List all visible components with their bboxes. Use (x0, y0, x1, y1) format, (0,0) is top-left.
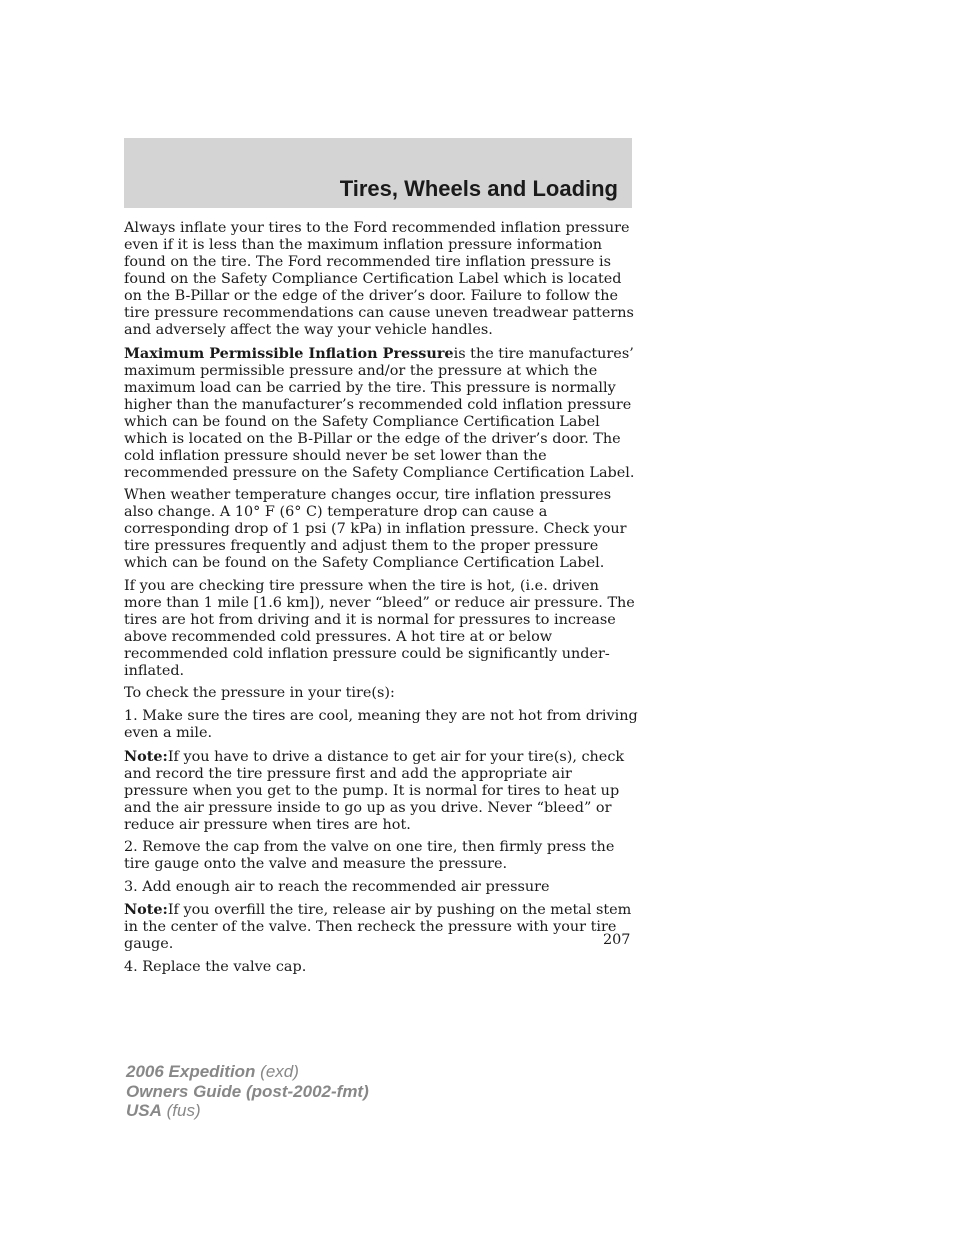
step-3: 3. Add enough air to reach the recommended air pressure (124, 878, 550, 895)
footer-guide-format: Owners Guide (post-2002-fmt) (126, 1081, 369, 1101)
paragraph-inflation-recommendation: Always inflate your tires to the Ford recommended inflation pressure even if it is less than the maximum inflation pressure information found on the tire. The Ford recommended tire inflation pressure is found on the Safety Compliance Certification Label which is located on the B-Pillar or the edge of the driver’s door. Failure to follow the tire pressure recommendations can cause uneven treadwear patterns and adversely affect the way your vehicle handles. (124, 220, 634, 338)
page-body (124, 220, 639, 982)
paragraph-check-intro: To check the pressure in your tire(s): (124, 685, 395, 702)
step-2: 2. Remove the cap from the valve on one tire, then firmly press the tire gauge onto the valve and measure the pressure. (124, 839, 615, 873)
note-1-text: If you have to drive a distance to get air for your tire(s), check and record the tire pressure first and add the appropriate air pressure when you get to the pump. It is normal for tires to heat up and the air pressure inside to go up as you drive. Never “bleed” or reduce air pressure when tires are hot. (124, 748, 625, 833)
definition-max-permissible-pressure: is the tire manufactures’ maximum permissible pressure and/or the pressure at which the maximum load can be carried by the tire. This pressure is normally higher than the manufacturer’s recommended cold inflation pressure which can be found on the Safety Compliance Certification Label which is located on the B-Pillar or the edge of the driver’s door. The cold inflation pressure should never be set lower than the recommended pressure on the Safety Compliance Certification Label. (124, 345, 635, 481)
paragraph-temperature-changes: When weather temperature changes occur, tire inflation pressures also change. A 10° F (6° C) temperature drop can cause a corresponding drop of 1 psi (7 kPa) in inflation pressure. Check your tire pressures frequently and adjust them to the proper pressure which can be found on the Safety Compliance Certification Label. (124, 487, 627, 572)
note-2-label: Note: (124, 901, 168, 919)
footer-market-code: (fus) (166, 1101, 201, 1120)
footer-line-model (126, 1062, 369, 1082)
footer-model-code: (exd) (260, 1062, 299, 1081)
step-1: 1. Make sure the tires are cool, meaning they are not hot from driving even a mile. (124, 707, 638, 741)
paragraph-hot-tire-check: If you are checking tire pressure when the tire is hot, (i.e. driven more than 1 mile [1.6 km]), never “bleed” or reduce air pressure. The tires are hot from driving and it is normal for pressures to increase above recommended cold pressures. A hot tire at or below recommended cold inflation pressure could be significantly under-inflated. (124, 577, 635, 679)
note-1-label: Note: (124, 747, 168, 765)
footer-line-market (126, 1101, 369, 1121)
page-number: 207 (603, 932, 631, 948)
note-2-text: If you overfill the tire, release air by pushing on the metal stem in the center of the valve. Then recheck the pressure with your tire gauge. (124, 902, 632, 953)
paragraph-max-permissible-pressure (124, 345, 639, 482)
term-max-permissible-pressure: Maximum Permissible Inflation Pressure (124, 344, 454, 362)
footer-market: USA (126, 1101, 162, 1120)
step-4: 4. Replace the valve cap. (124, 958, 307, 975)
footer-model: 2006 Expedition (126, 1062, 256, 1081)
section-title: Tires, Wheels and Loading (339, 176, 618, 201)
note-1 (124, 748, 639, 834)
section-header-band (124, 138, 632, 208)
note-2 (124, 901, 639, 953)
document-footer (126, 1062, 369, 1121)
